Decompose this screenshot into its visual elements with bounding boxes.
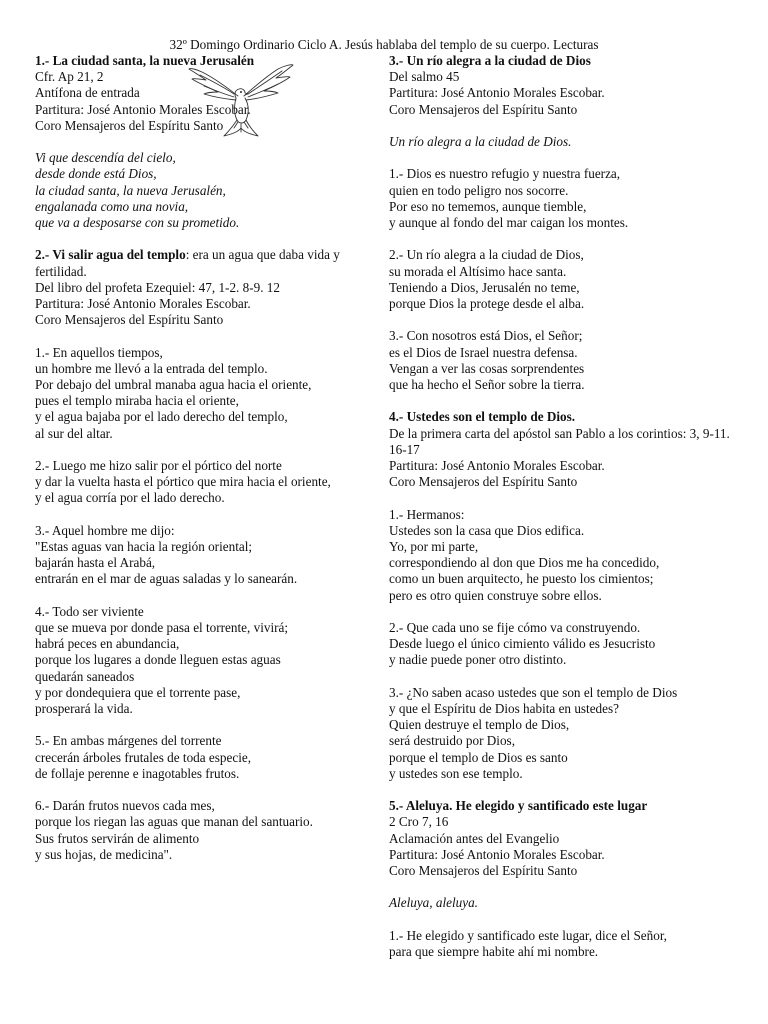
- stanza-line: y por dondequiera que el torrente pase,: [35, 684, 241, 700]
- section-2-stanza-2: [35, 458, 370, 507]
- section-3-title: 3.- Un río alegra a la ciudad de Dios: [389, 53, 591, 68]
- stanza-line: Desde luego el único cimiento válido es Jesucristo: [389, 636, 656, 652]
- stanza-line: Ustedes son la casa que Dios edifica.: [389, 522, 585, 538]
- section-3-stanza-2: [389, 247, 739, 312]
- stanza-line: 3.- Aquel hombre me dijo:: [35, 522, 175, 538]
- section-2-heading: [35, 247, 370, 279]
- stanza-line: y el agua corría por el lado derecho.: [35, 490, 225, 506]
- section-5-refrain: [389, 895, 739, 911]
- stanza-line: quedarán saneados: [35, 668, 135, 684]
- stanza-line: porque los lugares a donde lleguen estas aguas: [35, 652, 281, 668]
- stanza-line: al sur del altar.: [35, 425, 113, 441]
- section-2-title-rest: : era un agua que daba vida y fertilidad.: [35, 247, 340, 279]
- section-5: [389, 798, 739, 879]
- stanza-line: porque Dios la protege desde el alba.: [389, 296, 585, 311]
- stanza-line: como un buen arquitecto, he puesto los cimientos;: [389, 571, 654, 587]
- section-5-title: 5.- Aleluya. He elegido y santificado este lugar: [389, 798, 648, 814]
- stanza-line: "Estas aguas van hacia la región oriental;: [35, 539, 253, 555]
- stanza-line: prosperará la vida.: [35, 701, 133, 717]
- stanza-line: 6.- Darán frutos nuevos cada mes,: [35, 798, 215, 814]
- section-2-choir-credit: Coro Mensajeros del Espíritu Santo: [35, 312, 224, 328]
- section-1-verse: [35, 150, 370, 231]
- stanza-line: su morada el Altísimo hace santa.: [389, 263, 567, 279]
- stanza-line: Por debajo del umbral manaba agua hacia el oriente,: [35, 377, 312, 393]
- section-3-stanza-1: [389, 166, 739, 231]
- stanza-line: habrá peces en abundancia,: [35, 636, 180, 652]
- verse-line: la ciudad santa, la nueva Jerusalén,: [35, 182, 226, 198]
- section-4-reference: De la primera carta del apóstol san Pablo a los corintios: 3, 9-11. 16-17: [389, 425, 730, 457]
- stanza-line: Teniendo a Dios, Jerusalén no teme,: [389, 279, 580, 295]
- section-2: [35, 247, 370, 328]
- stanza-line: pero es otro quien construye sobre ellos.: [389, 587, 602, 603]
- refrain-line: Un río alegra a la ciudad de Dios.: [389, 134, 572, 149]
- stanza-line: de follaje perenne e inagotables frutos.: [35, 765, 240, 781]
- section-5-score-credit: Partitura: José Antonio Morales Escobar.: [389, 846, 605, 862]
- right-column: [389, 53, 739, 976]
- section-1-kind: Antífona de entrada: [35, 85, 140, 101]
- section-2-score-credit: Partitura: José Antonio Morales Escobar.: [35, 296, 251, 312]
- verse-line: que va a desposarse con su prometido.: [35, 215, 240, 231]
- stanza-line: porque el templo de Dios es santo: [389, 749, 568, 765]
- section-5-stanza-1: [389, 928, 739, 960]
- section-1: [35, 53, 370, 134]
- stanza-line: Yo, por mi parte,: [389, 539, 479, 554]
- section-5-kind: Aclamación antes del Evangelio: [389, 830, 560, 846]
- section-2-stanza-4: [35, 604, 370, 717]
- stanza-line: y el agua bajaba por el lado derecho del templo,: [35, 409, 288, 425]
- stanza-line: y que el Espíritu de Dios habita en ustedes?: [389, 701, 619, 716]
- section-4: [389, 409, 739, 490]
- section-4-stanza-2: [389, 620, 739, 669]
- stanza-line: entrarán en el mar de aguas saladas y lo sanearán.: [35, 571, 298, 587]
- stanza-line: Por eso no tememos, aunque tiemble,: [389, 198, 587, 214]
- stanza-line: un hombre me llevó a la entrada del templo.: [35, 360, 268, 376]
- stanza-line: bajarán hasta el Arabá,: [35, 555, 156, 571]
- stanza-line: Vengan a ver las cosas sorprendentes: [389, 360, 585, 376]
- section-2-stanza-3: [35, 523, 370, 588]
- stanza-line: y sus hojas, de medicina".: [35, 846, 173, 862]
- section-3: [389, 53, 739, 118]
- stanza-line: 2.- Luego me hizo salir por el pórtico del norte: [35, 458, 282, 474]
- stanza-line: y ustedes son ese templo.: [389, 765, 523, 781]
- stanza-line: para que siempre habite ahí mi nombre.: [389, 944, 599, 959]
- section-3-refrain: [389, 134, 739, 150]
- stanza-line: que se mueva por donde pasa el torrente, vivirá;: [35, 620, 289, 636]
- section-1-score-credit: Partitura: José Antonio Morales Escobar.: [35, 101, 251, 117]
- stanza-line: 2.- Que cada uno se fije cómo va construyendo.: [389, 620, 641, 635]
- section-5-reference: 2 Cro 7, 16: [389, 814, 449, 830]
- stanza-line: 1.- Dios es nuestro refugio y nuestra fuerza,: [389, 166, 621, 182]
- verse-line: Vi que descendía del cielo,: [35, 150, 176, 166]
- stanza-line: Quien destruye el templo de Dios,: [389, 717, 570, 733]
- section-2-title: 2.- Vi salir agua del templo: [35, 247, 186, 263]
- refrain-line: Aleluya, aleluya.: [389, 895, 478, 911]
- left-column: [35, 53, 370, 879]
- stanza-line: y dar la vuelta hasta el pórtico que mira hacia el oriente,: [35, 474, 331, 490]
- stanza-line: 4.- Todo ser viviente: [35, 603, 144, 619]
- stanza-line: crecerán árboles frutales de toda especie,: [35, 749, 252, 765]
- section-1-reference: Cfr. Ap 21, 2: [35, 69, 104, 85]
- section-4-score-credit: Partitura: José Antonio Morales Escobar.: [389, 458, 605, 473]
- stanza-line: 3.- Con nosotros está Dios, el Señor;: [389, 328, 583, 344]
- page-title: 32º Domingo Ordinario Ciclo A. Jesús hablaba del templo de su cuerpo. Lecturas: [169, 37, 599, 52]
- section-2-stanza-1: [35, 345, 370, 442]
- stanza-line: 1.- Hermanos:: [389, 506, 465, 522]
- section-4-stanza-1: [389, 507, 739, 604]
- stanza-line: será destruido por Dios,: [389, 733, 515, 749]
- verse-line: engalanada como una novia,: [35, 198, 189, 214]
- stanza-line: pues el templo miraba hacia el oriente,: [35, 393, 239, 409]
- section-4-stanza-3: [389, 685, 739, 782]
- section-2-stanza-5: [35, 733, 370, 782]
- stanza-line: 1.- En aquellos tiempos,: [35, 344, 163, 360]
- section-1-title: 1.- La ciudad santa, la nueva Jerusalén: [35, 53, 255, 68]
- section-3-stanza-3: [389, 328, 739, 393]
- section-2-stanza-6: [35, 798, 370, 863]
- stanza-line: 5.- En ambas márgenes del torrente: [35, 733, 222, 749]
- section-1-choir-credit: Coro Mensajeros del Espíritu Santo: [35, 117, 224, 133]
- section-2-reference: Del libro del profeta Ezequiel: 47, 1-2. 8-9. 12: [35, 279, 280, 295]
- stanza-line: 3.- ¿No saben acaso ustedes que son el templo de Dios: [389, 684, 678, 700]
- stanza-line: 1.- He elegido y santificado este lugar, dice el Señor,: [389, 927, 667, 943]
- stanza-line: Sus frutos servirán de alimento: [35, 830, 200, 846]
- section-3-score-credit: Partitura: José Antonio Morales Escobar.: [389, 85, 605, 101]
- verse-line: desde donde está Dios,: [35, 166, 157, 182]
- stanza-line: porque los riegan las aguas que manan del santuario.: [35, 814, 313, 830]
- stanza-line: y nadie puede poner otro distinto.: [389, 652, 567, 668]
- stanza-line: 2.- Un río alegra a la ciudad de Dios,: [389, 247, 584, 263]
- section-4-title: 4.- Ustedes son el templo de Dios.: [389, 409, 576, 425]
- stanza-line: que ha hecho el Señor sobre la tierra.: [389, 377, 585, 392]
- section-4-choir-credit: Coro Mensajeros del Espíritu Santo: [389, 474, 578, 490]
- stanza-line: quien en todo peligro nos socorre.: [389, 182, 569, 198]
- section-5-choir-credit: Coro Mensajeros del Espíritu Santo: [389, 863, 578, 879]
- stanza-line: y aunque al fondo del mar caigan los montes.: [389, 215, 629, 230]
- stanza-line: correspondiendo al don que Dios me ha concedido,: [389, 555, 660, 571]
- section-3-choir-credit: Coro Mensajeros del Espíritu Santo: [389, 101, 578, 117]
- stanza-line: es el Dios de Israel nuestra defensa.: [389, 344, 578, 360]
- section-3-reference: Del salmo 45: [389, 69, 460, 85]
